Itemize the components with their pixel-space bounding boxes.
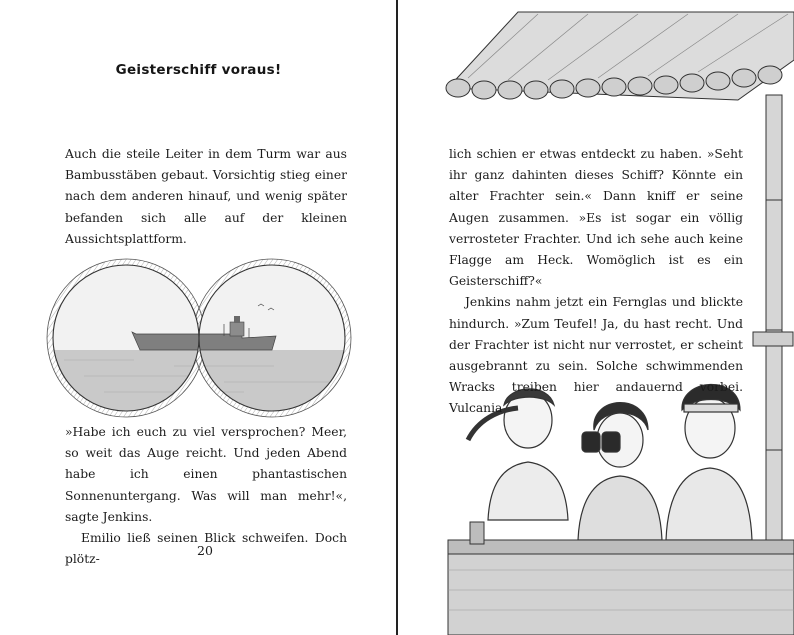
binocular-view-illustration bbox=[44, 258, 354, 418]
right-paragraph-1: lich schien er etwas entdeckt zu haben. »Seht ihr ganz dahinten dieses Schiff? Könnte ein alter Frachter sein.« Dann kniff er seine Augen zusammen. »Es ist sogar ein völlig verrosteter Frachter. Und ich sehe auch keine Flagge am Heck. Womöglich ist es ein Geisterschiff?« bbox=[449, 147, 743, 289]
left-paragraph-1: Auch die steile Leiter in dem Turm war aus Bambusstäben gebaut. Vorsichtig stieg einer nach dem anderen hinauf, und wenig später befanden sich alle auf der kleinen Aussichtsplattform. bbox=[65, 147, 347, 246]
chapter-title: Geisterschiff voraus! bbox=[115, 62, 282, 78]
left-paragraph-3: Emilio ließ seinen Blick schweifen. Doch plötz- bbox=[65, 531, 347, 567]
right-page bbox=[398, 0, 794, 635]
bamboo-post bbox=[753, 95, 793, 575]
left-paragraph-2: »Habe ich euch zu viel versprochen? Meer, so weit das Auge reicht. Und jeden Abend habe ich einen phantastischen Sonnenuntergang. Was will man mehr!«, sagte Jenkins. bbox=[65, 425, 347, 524]
right-text-block bbox=[449, 144, 743, 420]
page-number: 20 bbox=[197, 543, 213, 558]
right-paragraph-2: Jenkins nahm jetzt ein Fernglas und blickte hindurch. »Zum Teufel! Ja, du hast recht. Und der Frachter ist nicht nur verrostet, er scheint ausgebrannt zu sein. Solche schwimmenden Wracks treiben hier andauernd vorbei. Vulcania bbox=[449, 295, 743, 416]
bamboo-roof bbox=[446, 12, 794, 100]
